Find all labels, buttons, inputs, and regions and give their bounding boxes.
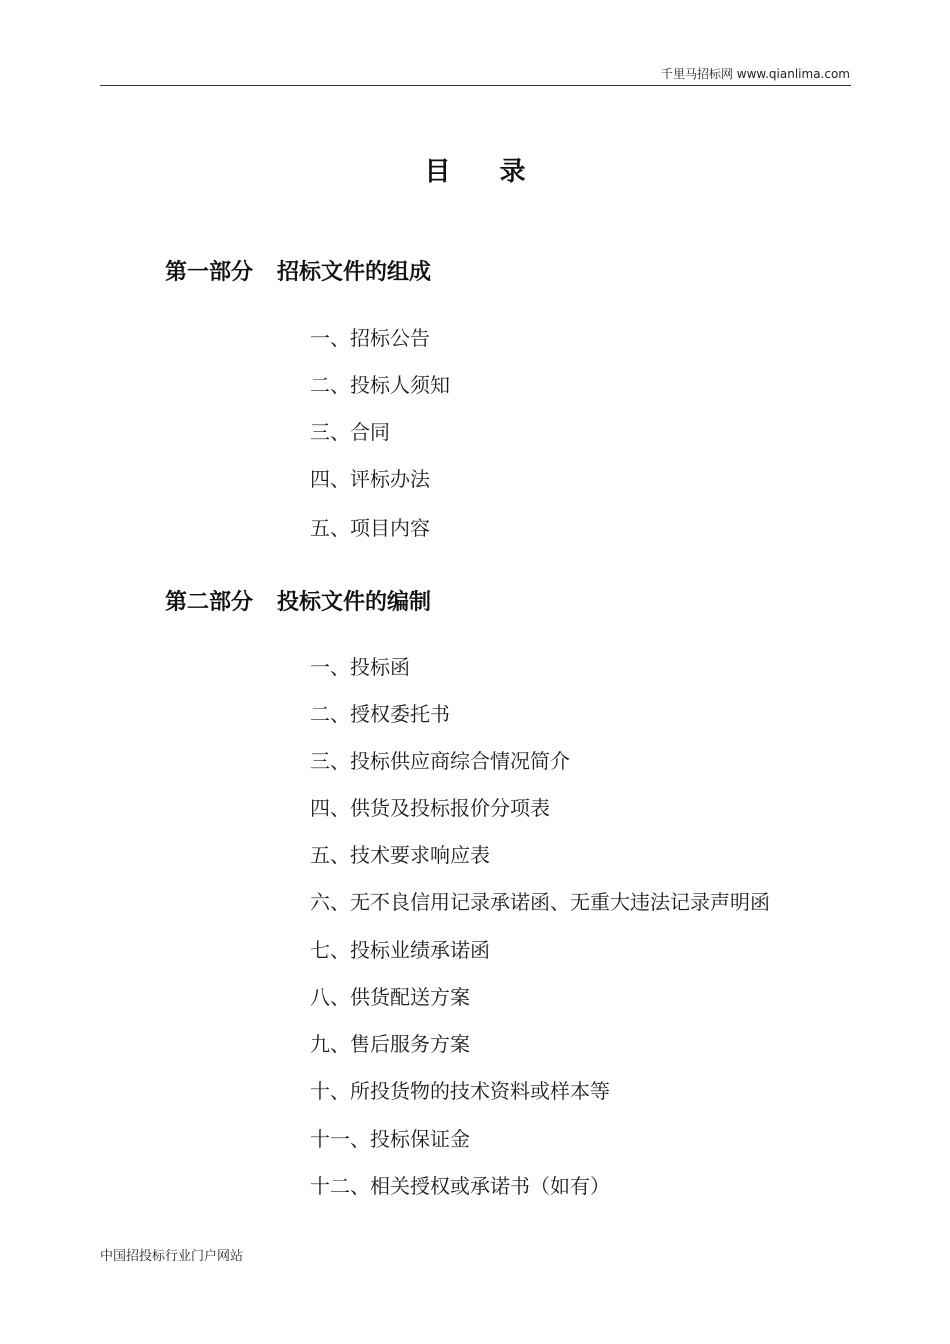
section-name: 招标文件的组成 [277,260,432,285]
toc-item: 十一、投标保证金 [310,1127,470,1151]
document-title: 目 录 [424,157,546,187]
section-name: 投标文件的编制 [277,590,432,615]
toc-item: 五、技术要求响应表 [310,843,490,867]
toc-item: 七、投标业绩承诺函 [310,938,490,962]
header-divider [100,85,851,86]
header-site-text: 千里马招标网 www.qianlima.com [660,67,850,81]
toc-item: 一、投标函 [310,655,410,679]
section-label: 第二部分 [165,590,254,615]
toc-item: 四、供货及投标报价分项表 [310,796,550,820]
toc-item: 五、项目内容 [310,516,430,540]
section-heading-part2 [165,588,431,618]
toc-item: 九、售后服务方案 [310,1032,470,1056]
toc-item: 四、评标办法 [310,467,430,491]
toc-item: 十、所投货物的技术资料或样本等 [310,1079,610,1103]
toc-item: 二、授权委托书 [310,702,450,726]
toc-item: 二、投标人须知 [310,373,450,397]
section-label: 第一部分 [165,260,254,285]
toc-item: 十二、相关授权或承诺书（如有） [310,1174,610,1198]
toc-item: 三、合同 [310,420,390,444]
toc-item: 一、招标公告 [310,326,430,350]
section-heading-part1 [165,258,431,288]
footer-text: 中国招投标行业门户网站 [100,1249,244,1264]
toc-item: 六、无不良信用记录承诺函、无重大违法记录声明函 [310,890,770,914]
toc-item: 八、供货配送方案 [310,985,470,1009]
toc-item: 三、投标供应商综合情况简介 [310,749,570,773]
